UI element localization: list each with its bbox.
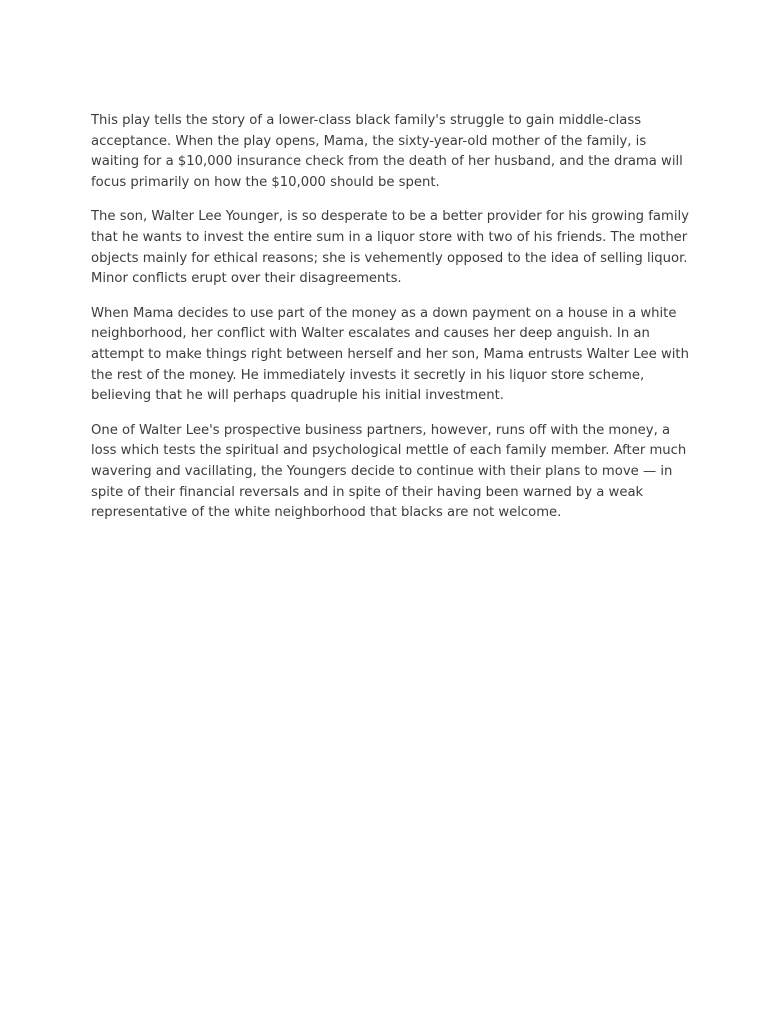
paragraph: One of Walter Lee's prospective business partners, however, runs off with the money, a loss which tests the spiritual and psychological mettle of each family member. After much wavering and vacillating, the Youngers decide to continue with their plans to move — in spite of their financial reversals and in spite of their having been warned by a weak representative of the white neighborhood that blacks are not welcome. [91, 422, 687, 521]
paragraph: The son, Walter Lee Younger, is so desperate to be a better provider for his growing family that he wants to invest the entire sum in a liquor store with two of his friends. The mother objects mainly for ethical reasons; she is vehemently opposed to the idea of selling liquor. Minor conflicts erupt over their disagreements. [91, 209, 689, 287]
paragraph: When Mama decides to use part of the money as a down payment on a house in a white neighborhood, her conflict with Walter escalates and causes her deep anguish. In an attempt to make things right between herself and her son, Mama entrusts Walter Lee with the rest of the money. He immediately invests it secretly in his liquor store scheme, believing that he will perhaps quadruple his initial investment. [91, 305, 689, 404]
paragraph: This play tells the story of a lower-class black family's struggle to gain middle-class acceptance. When the play opens, Mama, the sixty-year-old mother of the family, is waiting for a $10,000 insurance check from the death of her husband, and the drama will focus primarily on how the $10,000 should be spent. [91, 113, 683, 190]
document-body [91, 111, 691, 538]
